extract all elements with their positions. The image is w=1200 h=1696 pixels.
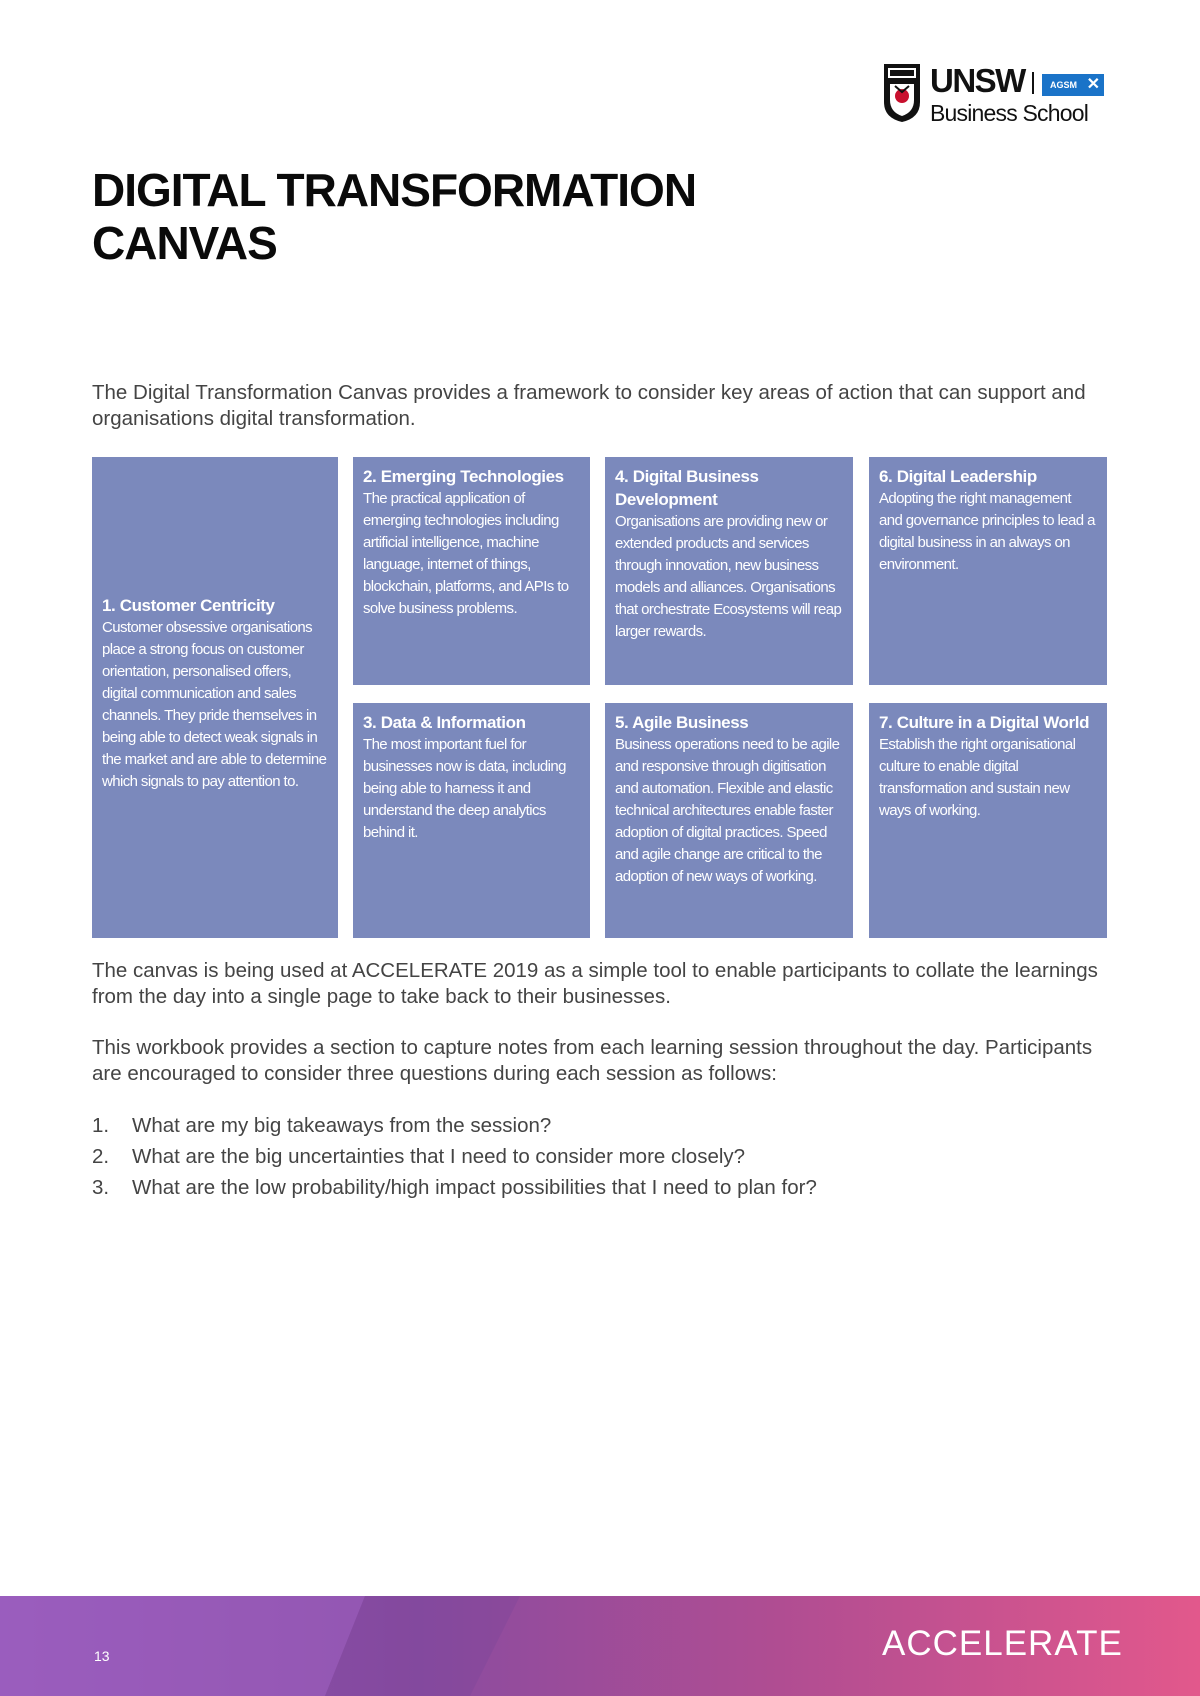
- cell-title: 1. Customer Centricity: [102, 596, 275, 615]
- page-number: 13: [94, 1648, 110, 1664]
- cell-text: Adopting the right management and governance principles to lead a digital business in an always on environment.: [879, 490, 1095, 573]
- list-item-text: What are the big uncertainties that I need to consider more closely?: [132, 1145, 746, 1168]
- list-item-number: 1.: [92, 1114, 110, 1137]
- intro-paragraph: The Digital Transformation Canvas provides a framework to consider key areas of action that can support and organisations digital transformation.: [92, 381, 1086, 430]
- body-paragraph-2: This workbook provides a section to capture notes from each learning session throughout the day. Participants are encouraged to consider three questions during each session as follows:: [92, 1036, 1093, 1085]
- footer-banner: [0, 1596, 1200, 1696]
- page-title: [92, 164, 792, 270]
- list-item-number: 3.: [92, 1176, 110, 1199]
- list-item: [92, 1141, 1112, 1172]
- cell-title: 2. Emerging Technologies: [363, 467, 564, 486]
- list-item-text: What are the low probability/high impact possibilities that I need to plan for?: [132, 1176, 817, 1199]
- canvas-cell-culture-digital-world: [869, 703, 1107, 938]
- accelerate-logo: ACCELERATE: [882, 1624, 1123, 1663]
- cell-title: 6. Digital Leadership: [879, 467, 1037, 486]
- list-item: [92, 1110, 1112, 1141]
- cell-text: Establish the right organisational culture to enable digital transformation and sustain new ways of working.: [879, 736, 1076, 819]
- agsm-badge: [1042, 74, 1104, 96]
- cell-text: The most important fuel for businesses now is data, including being able to harness it and understand the deep analytics behind it.: [363, 736, 566, 841]
- logo-school-text: Business School: [930, 100, 1089, 126]
- star-icon: ✕: [1086, 76, 1100, 93]
- page-title-line-1: DIGITAL TRANSFORMATION: [92, 164, 697, 216]
- cell-text: Organisations are providing new or extended products and services through innovation, new business models and alliances. Organisations that orchestrate Ecosystems will reap larger rewards.: [615, 513, 842, 640]
- list-item-number: 2.: [92, 1145, 110, 1168]
- page-title-line-2: CANVAS: [92, 217, 277, 269]
- unsw-business-school-logo: [882, 62, 1108, 128]
- canvas-cell-data-information: [353, 703, 590, 938]
- cell-text: The practical application of emerging technologies including artificial intelligence, machine language, internet of things, blockchain, platforms, and APIs to solve business problems.: [363, 490, 569, 617]
- canvas-cell-customer-centricity: [92, 457, 338, 938]
- agsm-badge-text: AGSM: [1050, 80, 1077, 90]
- body-paragraph-1: The canvas is being used at ACCELERATE 2019 as a simple tool to enable participants to collate the learnings from the day into a single page to take back to their businesses.: [92, 959, 1098, 1008]
- list-item: [92, 1172, 1112, 1203]
- canvas-cell-digital-business-development: [605, 457, 853, 685]
- canvas-cell-agile-business: [605, 703, 853, 938]
- cell-title: 5. Agile Business: [615, 713, 749, 732]
- questions-list: [92, 1110, 1112, 1203]
- logo-unsw-text: UNSW: [930, 62, 1025, 99]
- cell-title: 3. Data & Information: [363, 713, 526, 732]
- canvas-cell-emerging-technologies: [353, 457, 590, 685]
- logo-separator: [1032, 72, 1034, 94]
- cell-title: 7. Culture in a Digital World: [879, 713, 1090, 732]
- canvas-cell-digital-leadership: [869, 457, 1107, 685]
- cell-text: Customer obsessive organisations place a strong focus on customer orientation, personalised offers, digital communication and sales channels. They pride themselves in being able to detect weak signals in the market and are able to determine which signals to pay attention to.: [102, 619, 327, 790]
- crest-icon: [882, 62, 922, 124]
- list-item-text: What are my big takeaways from the session?: [132, 1114, 552, 1137]
- cell-title: 4. Digital Business Development: [615, 467, 759, 509]
- cell-text: Business operations need to be agile and responsive through digitisation and automation. Flexible and elastic technical architectures enable faster adoption of digital practices. Speed and agile change are critical to the adoption of new ways of working.: [615, 736, 840, 885]
